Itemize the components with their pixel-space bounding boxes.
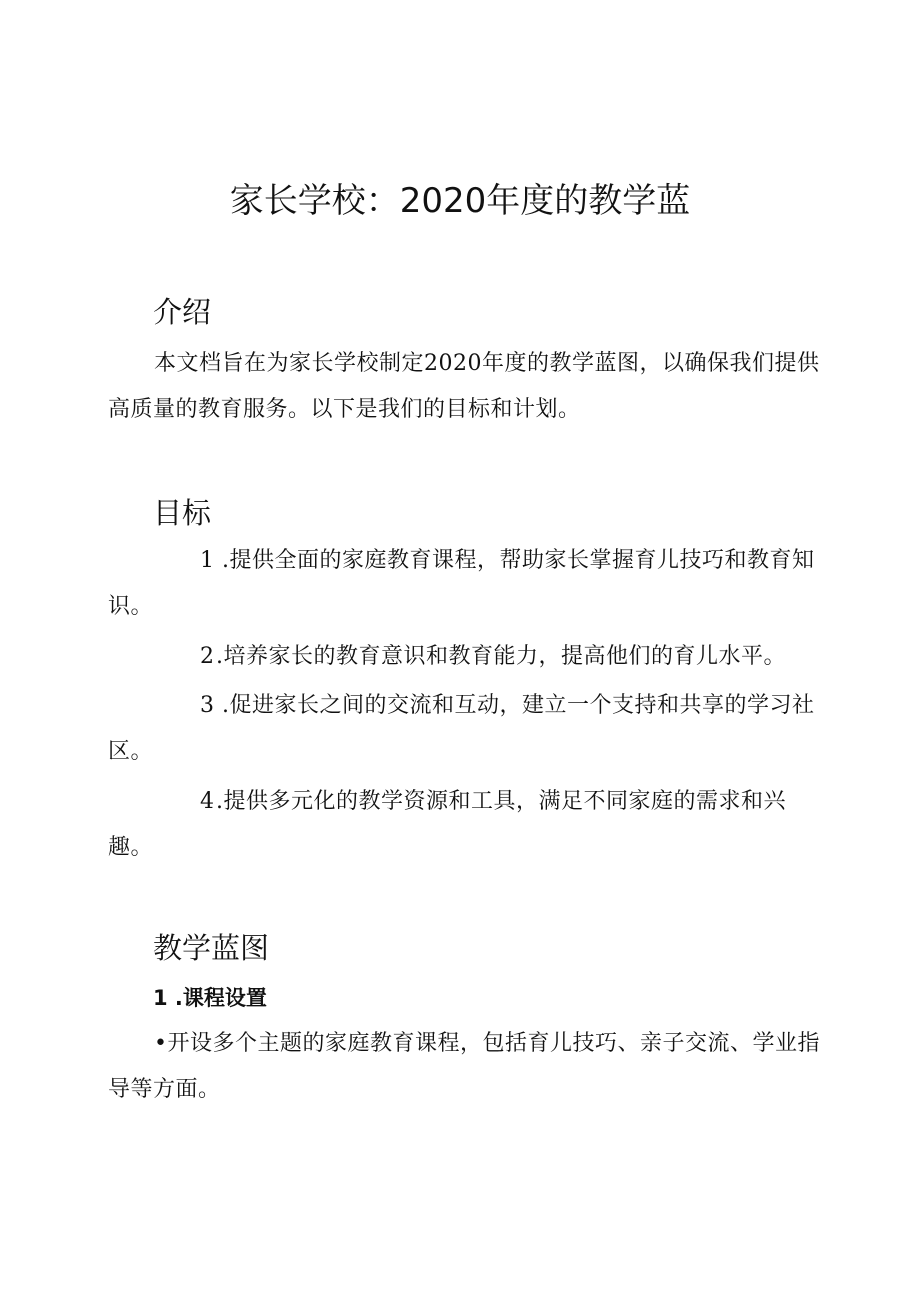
goals-heading: 目标: [153, 496, 212, 530]
goal-item-3: [108, 683, 820, 775]
goal-item-1: [108, 538, 820, 630]
document-title: 家长学校：2020年度的教学蓝: [229, 181, 691, 221]
goal-item-number: 3: [200, 693, 215, 718]
blueprint-bullet: •开设多个主题的家庭教育课程，包括育儿技巧、亲子交流、学业指导等方面。: [108, 1031, 820, 1102]
goal-item-2: [108, 634, 820, 680]
goal-item-text: .促进家长之间的交流和互动，建立一个支持和共享的学习社区。: [108, 693, 815, 764]
goal-item-text: .培养家长的教育意识和教育能力，提高他们的育儿水平。: [216, 644, 786, 669]
goal-item-text: .提供多元化的教学资源和工具，满足不同家庭的需求和兴趣。: [108, 789, 786, 860]
intro-heading: 介绍: [153, 295, 212, 329]
goal-item-number: 1: [200, 548, 215, 573]
goal-item-text: .提供全面的家庭教育课程，帮助家长掌握育儿技巧和教育知识。: [108, 548, 815, 619]
intro-paragraph: 本文档旨在为家长学校制定2020年度的教学蓝图，以确保我们提供高质量的教育服务。以下是我们的目标和计划。: [108, 351, 820, 422]
blueprint-subheading: 1 .课程设置: [153, 986, 267, 1010]
goal-item-number: 4: [200, 789, 215, 814]
goal-item-4: [108, 779, 820, 871]
goal-item-number: 2: [200, 644, 215, 669]
blueprint-heading: 教学蓝图: [153, 931, 270, 965]
